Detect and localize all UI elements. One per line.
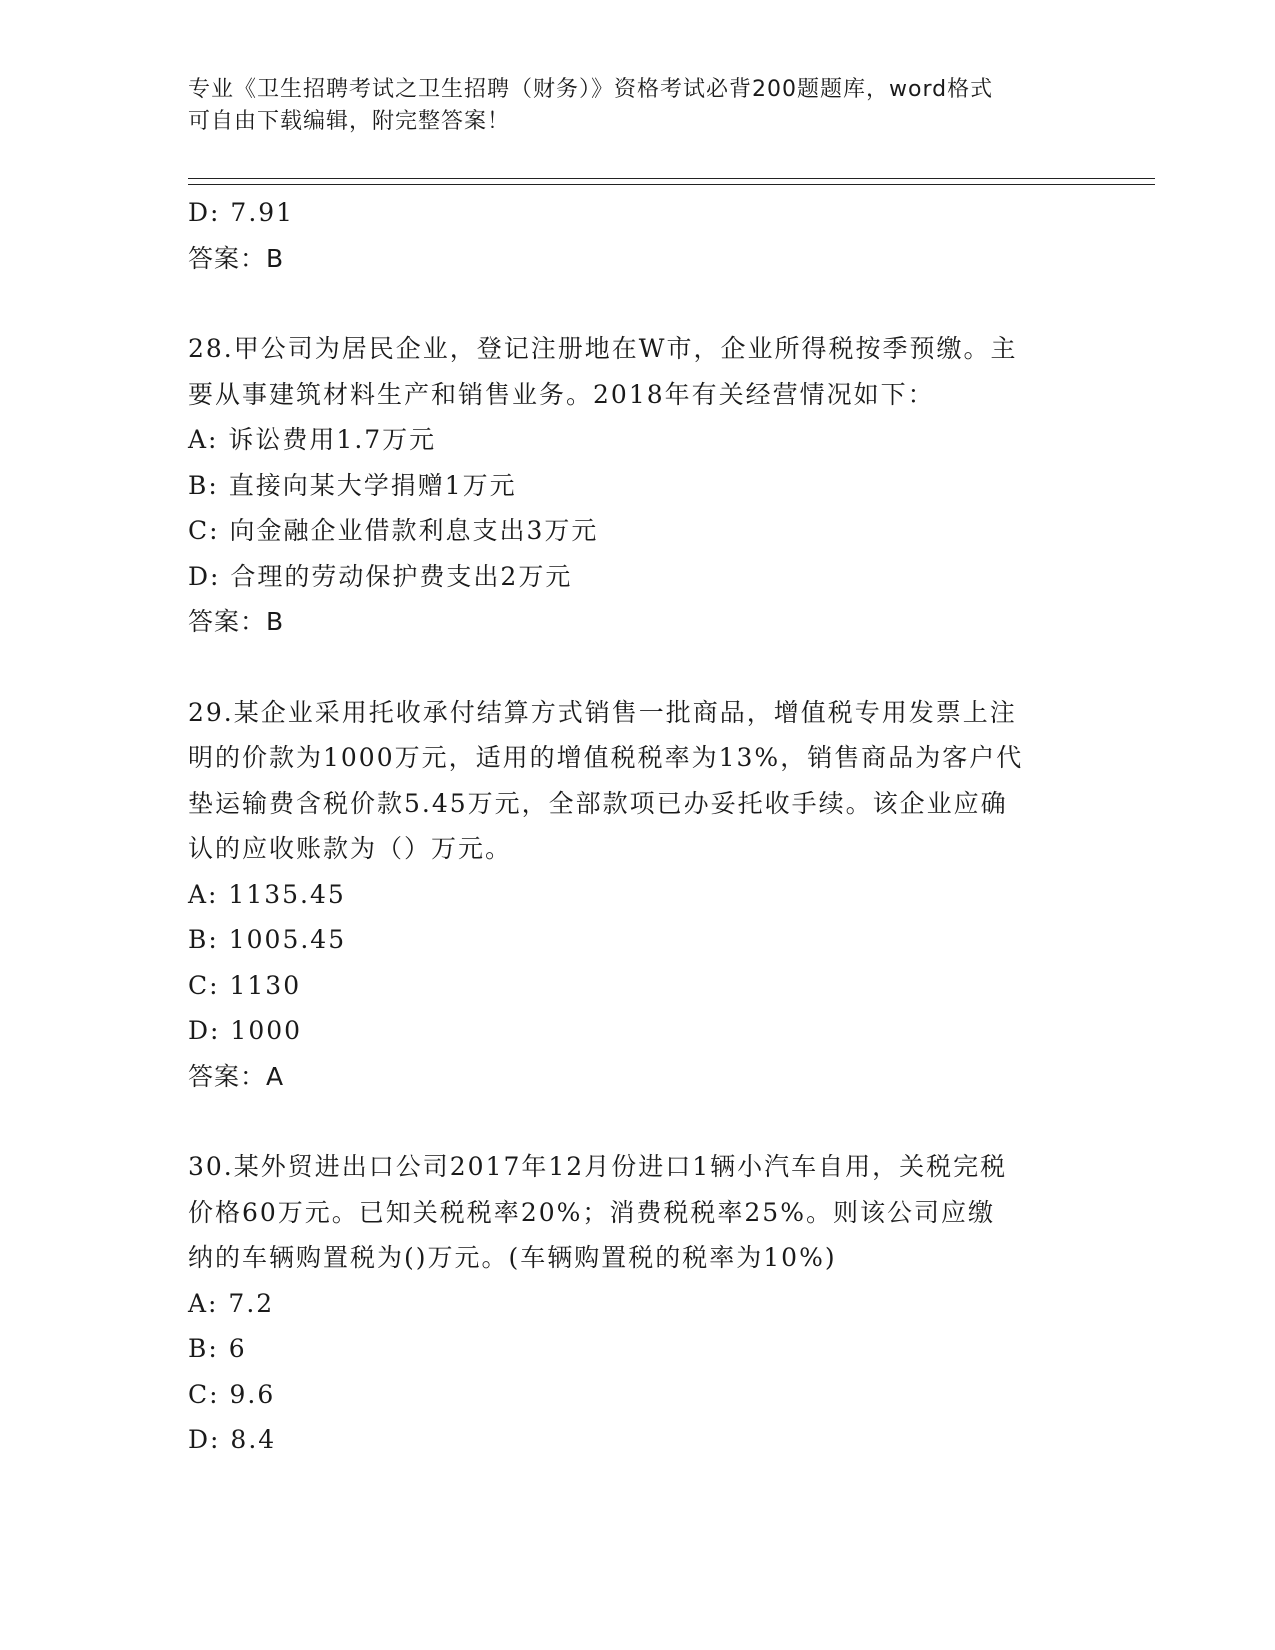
header-title-line-2: 可自由下载编辑，附完整答案！ (188, 109, 511, 134)
option-c: C: 9.6 (188, 1379, 276, 1409)
question-stem: 29.某企业采用托收承付结算方式销售一批商品，增值税专用发票上注 (188, 697, 1017, 727)
question-stem: 28.甲公司为居民企业，登记注册地在W市，企业所得税按季预缴。主 (188, 334, 1018, 363)
question-stem: 价格60万元。已知关税税率20%；消费税税率25%。则该公司应缴 (188, 1197, 995, 1227)
answer-text: 答案：A (188, 1061, 285, 1091)
question-27-tail (188, 190, 1088, 281)
option-d: D: 8.4 (188, 1425, 277, 1454)
question-stem: 要从事建筑材料生产和销售业务。2018年有关经营情况如下： (188, 379, 935, 409)
spacer (188, 645, 1088, 690)
option-d: D: 1000 (188, 1016, 303, 1045)
answer-text: 答案：B (188, 243, 285, 273)
option-a: A: 诉讼费用1.7万元 (188, 425, 437, 454)
option-d: D: 7.91 (188, 198, 295, 227)
question-30 (188, 1144, 1088, 1463)
header-divider (188, 178, 1155, 185)
question-list (188, 190, 1088, 1463)
option-b: B: 直接向某大学捐赠1万元 (188, 470, 517, 500)
option-c: C: 1130 (188, 970, 302, 1000)
question-28 (188, 326, 1088, 645)
option-a: A: 7.2 (188, 1288, 275, 1318)
question-stem: 垫运输费含税价款5.45万元，全部款项已办妥托收手续。该企业应确 (188, 788, 1008, 818)
option-d: D: 合理的劳动保护费支出2万元 (188, 561, 573, 591)
option-b: B: 1005.45 (188, 925, 347, 954)
answer-text: 答案：B (188, 607, 285, 636)
spacer (188, 281, 1088, 326)
question-29 (188, 690, 1088, 1100)
header-title-line-1: 专业《卫生招聘考试之卫生招聘（财务）》资格考试必背200题题库，word格式 (188, 77, 994, 102)
question-stem: 纳的车辆购置税为()万元。(车辆购置税的税率为10%) (188, 1243, 837, 1272)
option-c: C: 向金融企业借款利息支出3万元 (188, 516, 599, 545)
option-b: B: 6 (188, 1334, 247, 1363)
document-header (188, 74, 1068, 138)
question-stem: 认的应收账款为（）万元。 (188, 834, 513, 863)
spacer (188, 1099, 1088, 1144)
question-stem: 30.某外贸进出口公司2017年12月份进口1辆小汽车自用，关税完税 (188, 1152, 1008, 1181)
question-stem: 明的价款为1000万元，适用的增值税税率为13%，销售商品为客户代 (188, 743, 1024, 772)
option-a: A: 1135.45 (188, 879, 346, 909)
